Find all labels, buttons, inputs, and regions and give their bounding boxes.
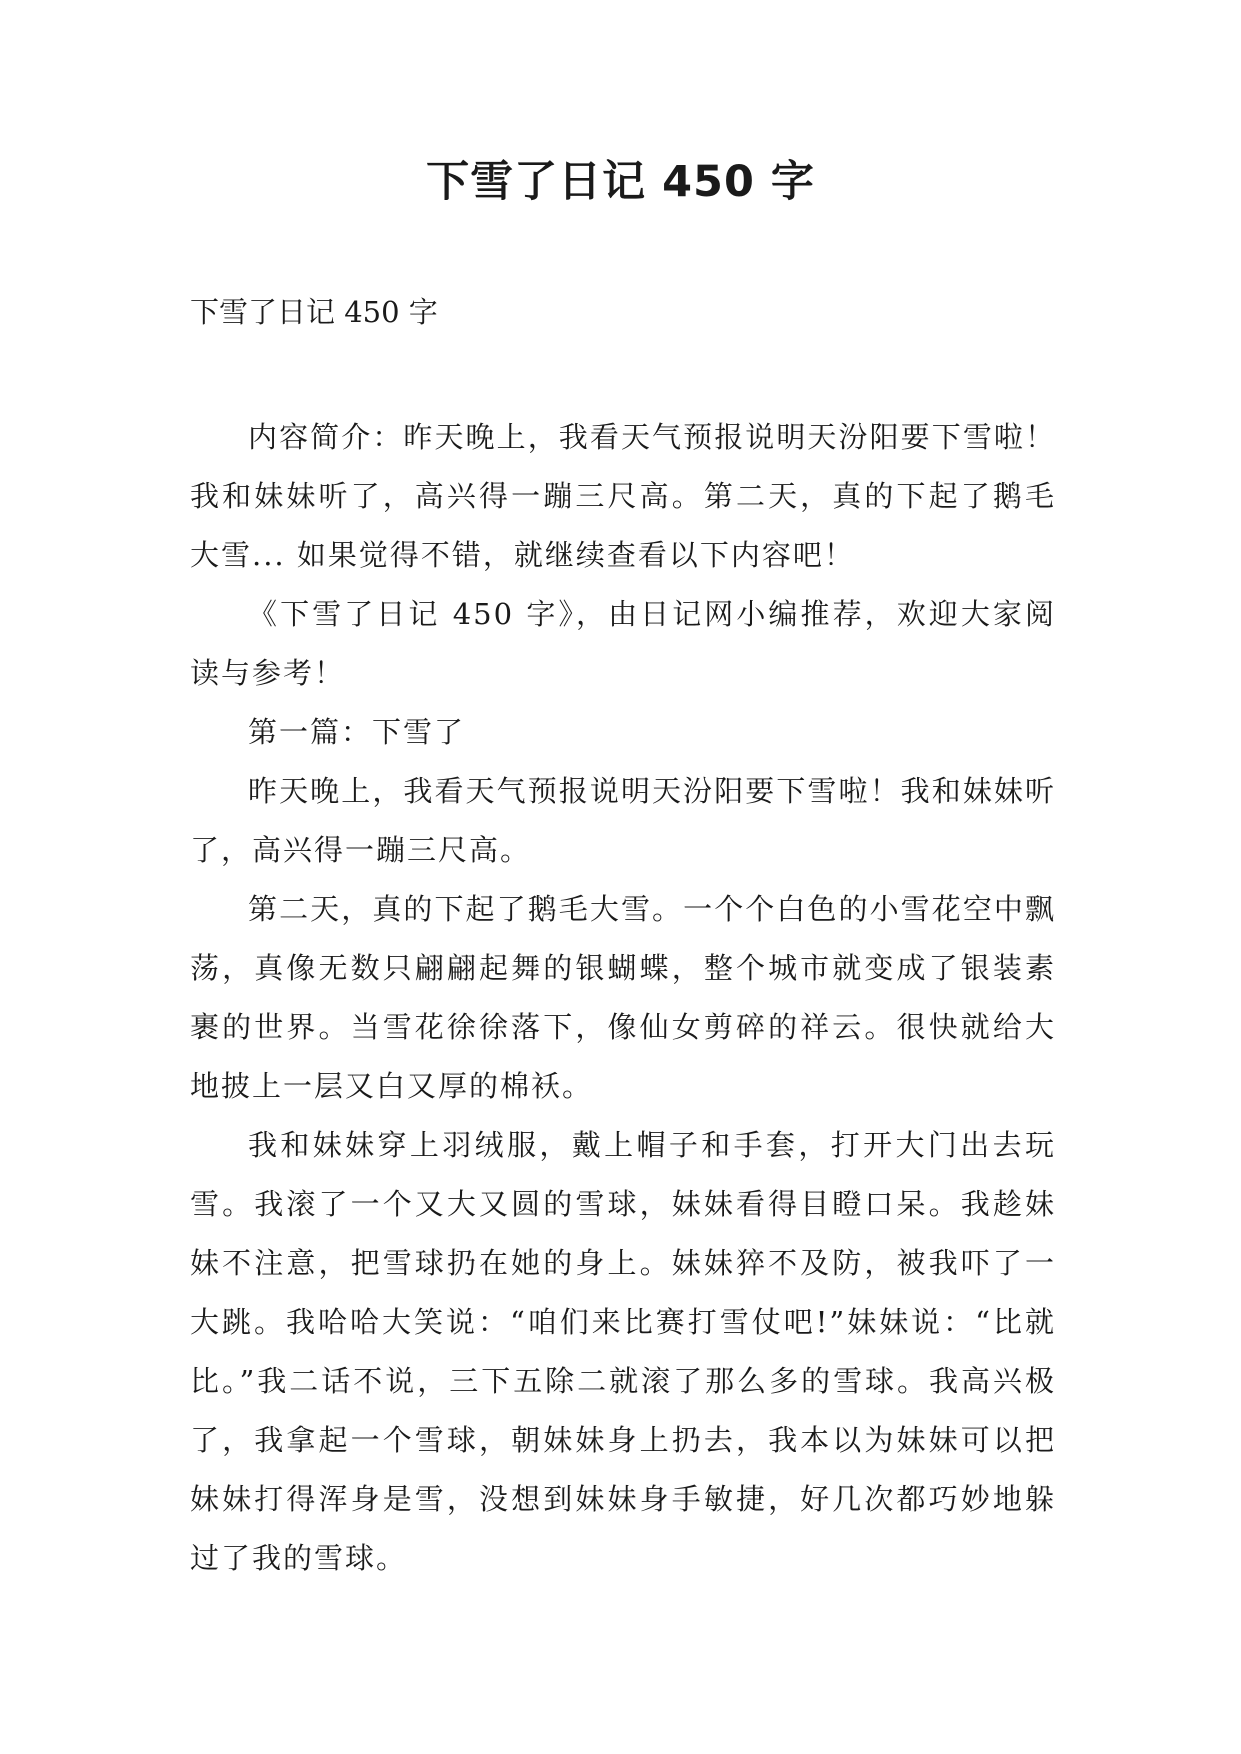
paragraph-recommendation: 《下雪了日记 450 字》，由日记网小编推荐，欢迎大家阅读与参考！: [190, 597, 1056, 690]
paragraph-body: 我和妹妹穿上羽绒服，戴上帽子和手套，打开大门出去玩雪。我滚了一个又大又圆的雪球，妹妹看得目瞪口呆。我趁妹妹不注意，把雪球扔在她的身上。妹妹猝不及防，被我吓了一大跳。我哈哈大笑说：“咱们来比赛打雪仗吧!”妹妹说：“比就比。”我二话不说，三下五除二就滚了那么多的雪球。我高兴极了，我拿起一个雪球，朝妹妹身上扔去，我本以为妹妹可以把妹妹打得浑身是雪，没想到妹妹身手敏捷，好几次都巧妙地躲过了我的雪球。: [190, 1128, 1056, 1575]
paragraph-section-heading: 第一篇：下雪了: [248, 715, 466, 749]
document-body: [190, 408, 1056, 1588]
paragraph-body: 昨天晚上，我看天气预报说明天汾阳要下雪啦！我和妹妹听了，高兴得一蹦三尺高。: [190, 774, 1056, 867]
paragraph-body: 第二天，真的下起了鹅毛大雪。一个个白色的小雪花空中飘荡，真像无数只翩翩起舞的银蝴蝶，整个城市就变成了银装素裹的世界。当雪花徐徐落下，像仙女剪碎的祥云。很快就给大地披上一层又白又厚的棉袄。: [190, 892, 1056, 1103]
document-title: 下雪了日记 450 字: [426, 157, 815, 207]
paragraph-summary: 内容简介：昨天晚上，我看天气预报说明天汾阳要下雪啦！我和妹妹听了，高兴得一蹦三尺高。第二天，真的下起了鹅毛大雪... 如果觉得不错，就继续查看以下内容吧！: [190, 420, 1056, 572]
document-subtitle: 下雪了日记 450 字: [190, 295, 438, 329]
